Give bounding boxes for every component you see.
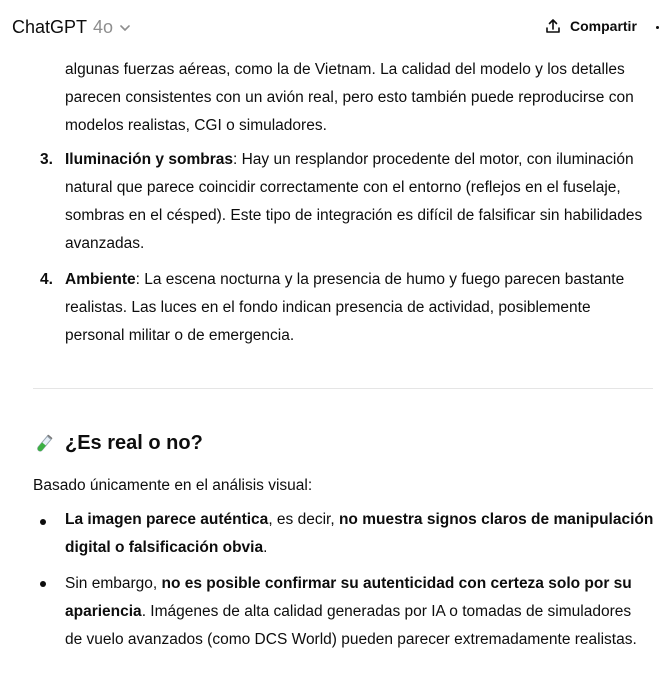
text-line: sombras en el césped). Este tipo de integración es difícil de falsificar sin habilidades [65,207,643,224]
app-title: ChatGPT [12,17,88,37]
text-line: : Hay un resplandor procedente del motor, con iluminación [232,151,634,168]
text-line: algunas fuerzas aéreas, como la de Vietnam. La calidad del modelo y los detalles [65,61,625,78]
item-title: Iluminación y sombras [65,151,233,168]
bold-text: no muestra signos claros de manipulación [338,511,654,528]
share-button[interactable] [544,17,637,35]
text-line: realistas. Las luces en el fondo indican presencia de actividad, posiblemente [65,299,591,316]
text: . [263,539,268,556]
share-label: Compartir [570,18,637,34]
model-name: 4o [93,17,114,37]
section-title: ¿Es real o no? [65,432,203,454]
test-tube-icon [33,433,55,455]
text-line: natural que parece coincidir correctamente con el entorno (reflejos en el fuselaje, [65,179,621,196]
text-line: : La escena nocturna y la presencia de humo y fuego parecen bastante [135,271,625,288]
text-line: modelos realistas, CGI o simuladores. [65,117,327,134]
text-line: avanzadas. [65,235,145,252]
text-line: parecen consistentes con un avión real, pero esto también puede reproducirse con [65,89,634,106]
list-number: 4. [40,271,53,288]
bold-text: no es posible confirmar su autenticidad con certeza solo por su [161,575,632,592]
chevron-down-icon [119,22,131,34]
list-number: 3. [40,151,53,168]
share-icon [544,17,562,35]
section-heading [33,432,203,455]
bullet-item-authentic [65,506,655,562]
more-options-icon[interactable] [656,26,659,29]
bold-text: digital o falsificación obvia [65,539,264,556]
bold-text: La imagen parece auténtica [65,511,269,528]
item-title: Ambiente [65,271,136,288]
text-line: personal militar o de emergencia. [65,327,295,344]
divider [33,388,653,389]
text-line: de vuelo avanzados (como DCS World) pueden parecer extremadamente realistas. [65,631,637,648]
bold-text: apariencia [65,603,142,620]
list-item-environment [65,266,655,350]
list-item-continuation [65,56,655,140]
bullet-dot [40,519,46,525]
text: Sin embargo, [65,575,162,592]
text: . Imágenes de alta calidad generadas por IA o tomadas de simuladores [141,603,632,620]
model-selector[interactable] [12,17,131,38]
bullet-item-however [65,570,655,654]
section-intro: Basado únicamente en el análisis visual: [33,477,313,494]
list-item-lighting [65,146,655,258]
text: , es decir, [268,511,339,528]
top-bar [0,0,663,56]
bullet-dot [40,581,46,587]
